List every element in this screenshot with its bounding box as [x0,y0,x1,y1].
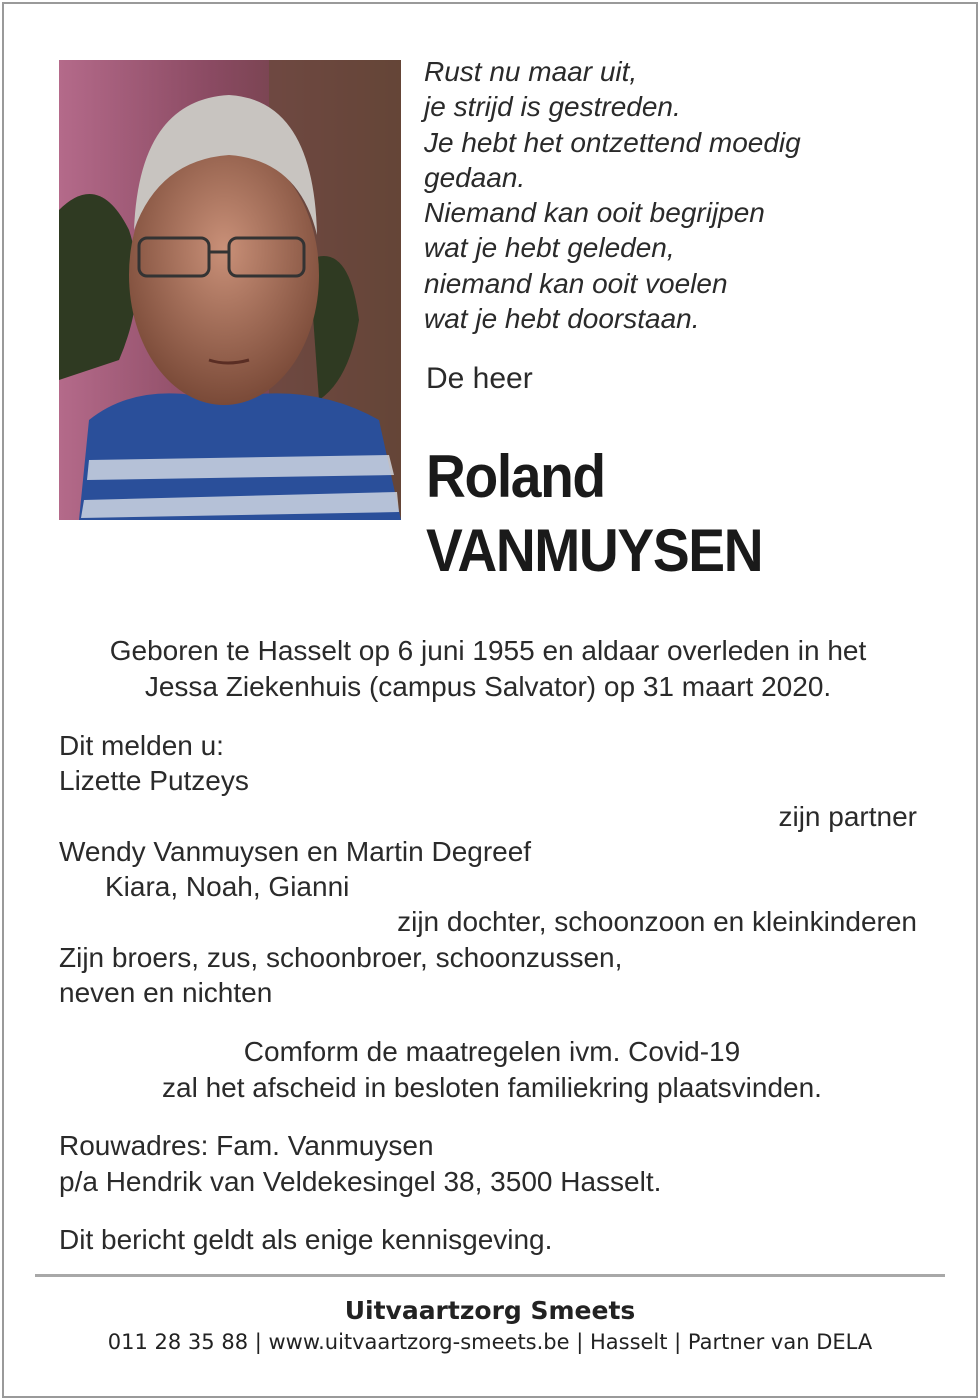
mourning-address [59,1128,661,1199]
daughter-relation: zijn dochter, schoonzoon en kleinkinderen [397,906,917,938]
poem-line: gedaan. [424,161,526,193]
last-name: VANMUYSEN [426,517,763,584]
partner-name: Lizette Putzeys [59,765,249,797]
birth-death-info [0,633,976,704]
birth-death-line: Geboren te Hasselt op 6 juni 1955 en aldaar overleden in het [109,635,867,666]
notice-text: Dit bericht geldt als enige kennisgeving. [59,1224,553,1255]
poem-line: Niemand kan ooit begrijpen [424,197,765,229]
honorific: De heer [426,362,533,395]
poem-line: Je hebt het ontzettend moedig [424,126,801,158]
covid-line: zal het afscheid in besloten familiekring plaatsvinden. [162,1071,822,1103]
portrait-photo [59,60,401,520]
mourners-list [59,728,917,1010]
mourners-intro: Dit melden u: [59,730,224,761]
poem-line: wat je hebt geleden, [424,232,675,264]
funeral-home-name: Uitvaartzorg Smeets [344,1296,636,1325]
birth-death-line: Jessa Ziekenhuis (campus Salvator) op 31 maart 2020. [144,670,832,702]
deceased-name [426,440,762,588]
first-name: Roland [426,443,605,510]
address-line: p/a Hendrik van Veldekesingel 38, 3500 Hasselt. [59,1165,662,1197]
poem-line: Rust nu maar uit, [424,56,638,87]
divider [35,1274,945,1277]
funeral-home-contact: 011 28 35 88 | www.uitvaartzorg-smeets.be | Hasselt | Partner van DELA [107,1330,873,1354]
poem-line: je strijd is gestreden. [424,91,681,123]
poem-line: wat je hebt doorstaan. [424,303,700,335]
siblings-line: Zijn broers, zus, schoonbroer, schoonzussen, [59,941,623,973]
covid-line: Comform de maatregelen ivm. Covid-19 [243,1036,741,1067]
address-line: Rouwadres: Fam. Vanmuysen [59,1130,434,1161]
siblings-line: neven en nichten [59,977,273,1009]
partner-relation: zijn partner [778,800,917,832]
covid-notice [0,1034,980,1105]
poem-line: niemand kan ooit voelen [424,267,728,299]
grandchildren-names: Kiara, Noah, Gianni [105,871,350,903]
poem [424,54,944,336]
daughter-names: Wendy Vanmuysen en Martin Degreef [59,835,532,867]
